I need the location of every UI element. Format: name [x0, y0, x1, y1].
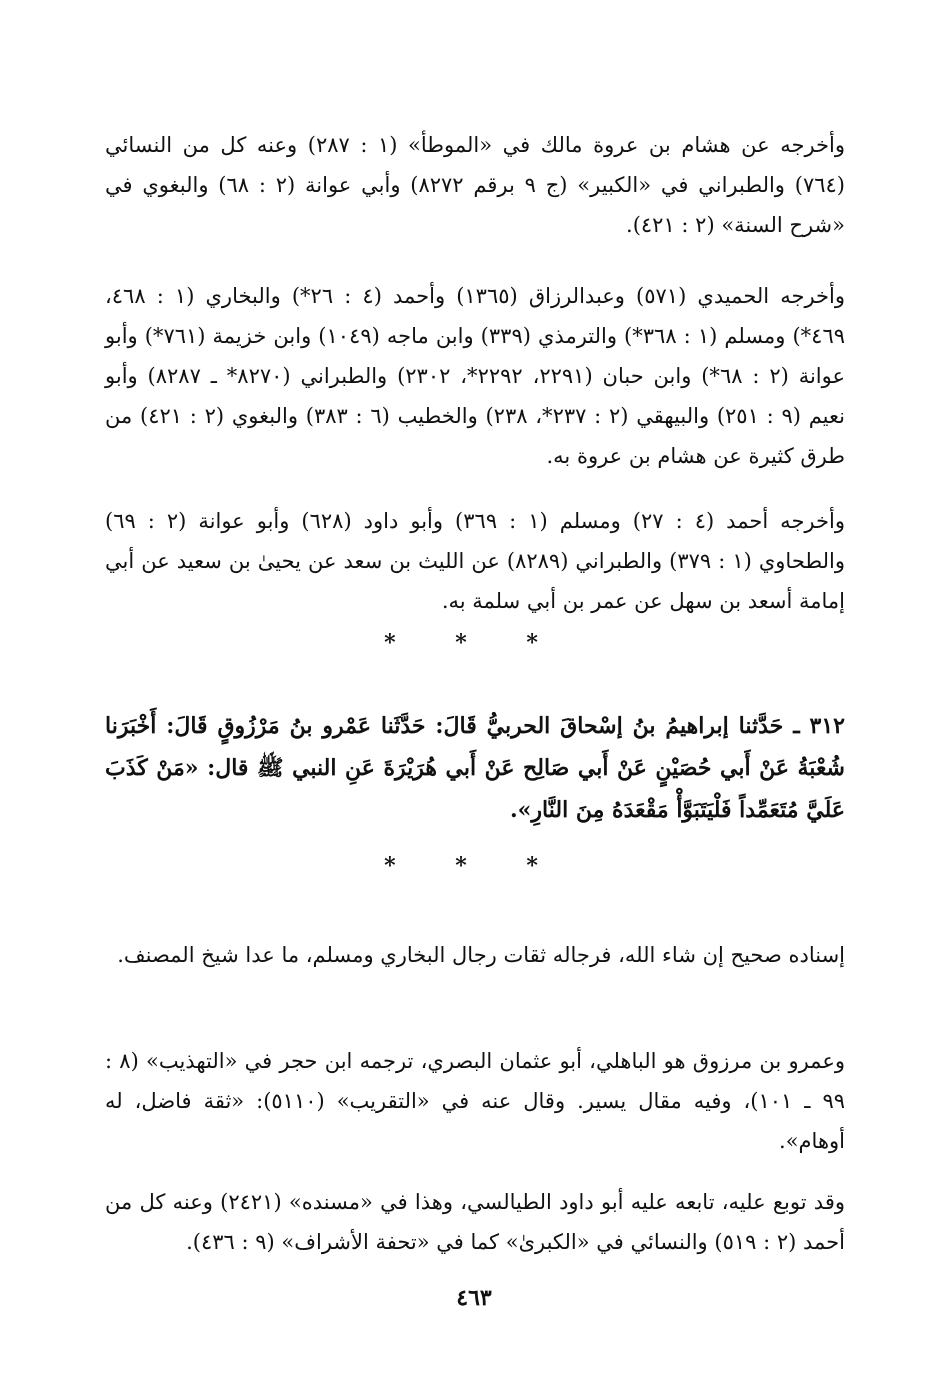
paragraph-isnad-grading: إسناده صحيح إن شاء الله، فرجاله ثقات رجال البخاري ومسلم، ما عدا شيخ المصنف.	[117, 943, 845, 967]
section-separator: * * *	[384, 630, 564, 656]
page-number: ٤٦٣	[456, 1285, 492, 1311]
section-separator: * * *	[384, 853, 564, 879]
paragraph-takhrij-ahmad: وأخرجه أحمد (٤ : ٢٧) ومسلم (١ : ٣٦٩) وأبو داود (٦٢٨) وأبو عوانة (٢ : ٦٩) والطحاوي (١ : ٣٧٩) والطبراني (٨٢٨٩) عن الليث بن سعد عن يحيىٰ بن سعيد عن أبي إمامة أسعد بن سهل عن عمر بن أبي سلمة به.	[105, 509, 845, 613]
paragraph-takhrij-malik: وأخرجه عن هشام بن عروة مالك في «الموطأ» (١ : ٢٨٧) وعنه كل من النسائي (٧٦٤) والطبراني في «الكبير» (ج ٩ برقم ٨٢٧٢) وأبي عوانة (٢ : ٦٨) والبغوي في «شرح السنة» (٢ : ٤٢١).	[105, 133, 845, 237]
paragraph-narrator-note: وعمرو بن مرزوق هو الباهلي، أبو عثمان البصري، ترجمه ابن حجر في «التهذيب» (٨ : ٩٩ ـ ١٠١)، وفيه مقال يسير. وقال عنه في «التقريب» (٥١١٠): «ثقة فاضل، له أوهام».	[105, 1049, 845, 1153]
paragraph-corroboration: وقد توبع عليه، تابعه عليه أبو داود الطيالسي، وهذا في «مسنده» (٢٤٢١) وعنه كل من أحمد (٢ : ٥١٩) والنسائي في «الكبرىٰ» كما في «تحفة الأشراف» (٩ : ٤٣٦).	[105, 1190, 846, 1254]
hadith-312-text: ٣١٢ ـ حَدَّثنا إبراهيمُ بنُ إسْحاقَ الحربيُّ قَالَ: حَدَّثَنا عَمْرو بنُ مَرْزُوقٍ قَالَ: أَخْبَرَنا شُعْبَةُ عَنْ أَبي حُصَيْنٍ عَنْ أَبي صَالِح عَنْ أَبي هُرَيْرَةَ عَنِ النبي ﷺ قال: «مَنْ كَذَبَ عَلَيَّ مُتَعَمِّداً فَلْيَتَبَوَّأْ مَقْعَدَهُ مِنَ النَّارِ».	[105, 713, 845, 823]
paragraph-takhrij-humaydi: وأخرجه الحميدي (٥٧١) وعبدالرزاق (١٣٦٥) وأحمد (٤ : ٢٦*) والبخاري (١ : ٤٦٨، ٤٦٩*) ومسلم (١ : ٣٦٨*) والترمذي (٣٣٩) وابن ماجه (١٠٤٩) وابن خزيمة (٧٦١*) وأبو عوانة (٢ : ٦٨*) وابن حبان (٢٢٩١، ٢٢٩٢*، ٢٣٠٢) والطبراني (٨٢٧٠* ـ ٨٢٨٧) وأبو نعيم (٩ : ٢٥١) والبيهقي (٢ : ٢٣٧*، ٢٣٨) والخطيب (٦ : ٣٨٣) والبغوي (٢ : ٤٢١) من طرق كثيرة عن هشام بن عروة به.	[105, 284, 846, 468]
